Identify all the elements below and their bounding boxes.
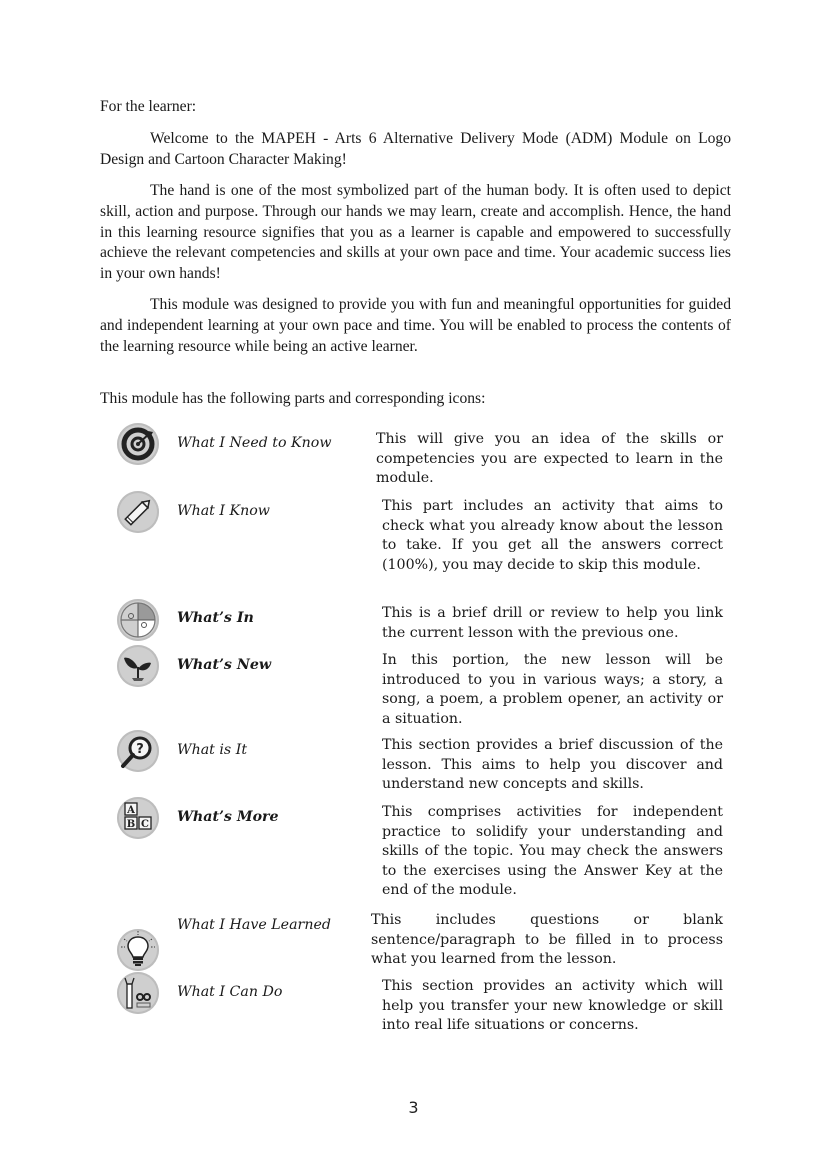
- part-label: What I Need to Know: [177, 435, 332, 451]
- greeting-text: For the learner:: [100, 98, 197, 115]
- part-label: What is It: [177, 742, 248, 758]
- svg-text:C: C: [141, 819, 149, 830]
- parts-intro: [100, 389, 731, 410]
- lightbulb-icon: [117, 929, 159, 971]
- part-description: This section provides a brief discussion of the lesson. This aims to help you discover and understand new concepts and skills.: [382, 737, 723, 793]
- pencil-icon: [117, 491, 159, 533]
- part-description: This section provides an activity which will help you transfer your new knowledge or skill into real life situations or concerns.: [382, 978, 723, 1034]
- hand-paragraph: [100, 181, 731, 285]
- page-number: 3: [408, 1098, 419, 1117]
- magnifier-question-icon: [117, 730, 159, 772]
- puzzle-icon: [117, 599, 159, 641]
- part-label: What’s In: [177, 610, 254, 626]
- paragraph-text: Welcome to the MAPEH - Arts 6 Alternative Delivery Mode (ADM) Module on Logo Design and Cartoon Character Making!: [100, 130, 731, 168]
- part-description: In this portion, the new lesson will be introduced to you in various ways; a story, a song, a poem, a problem opener, an activity or a situation.: [382, 652, 723, 727]
- part-label: What’s More: [177, 809, 279, 825]
- sprout-icon: [117, 645, 159, 687]
- parts-intro-text: This module has the following parts and corresponding icons:: [100, 390, 486, 407]
- part-description: This part includes an activity that aims to check what you already know about the lesson to take. If you get all the answers correct (100%), you may decide to skip this module.: [382, 498, 723, 573]
- part-description: This includes questions or blank sentence/paragraph to be filled in to process what you learned from the lesson.: [371, 912, 723, 968]
- paragraph-text: The hand is one of the most symbolized part of the human body. It is often used to depict skill, action and purpose. Through our hands we may learn, create and accomplish. Hence, the hand in this learning resource signifies that you as a learner is capable and empowered to successfully achieve the relevant competencies and skills at your own pace and time. Your academic success lies in your own hands!: [100, 182, 731, 283]
- target-icon: [117, 423, 159, 465]
- tools-icon: [117, 972, 159, 1014]
- svg-text:?: ?: [136, 742, 144, 757]
- module-design-paragraph: [100, 295, 731, 357]
- greeting: [100, 97, 731, 118]
- paragraph-text: This module was designed to provide you with fun and meaningful opportunities for guided and independent learning at your own pace and time. You will be enabled to process the contents of the learning resource while being an active learner.: [100, 296, 731, 355]
- part-label: What I Know: [177, 503, 270, 519]
- svg-text:B: B: [126, 819, 136, 830]
- svg-text:A: A: [127, 805, 135, 816]
- part-description: This is a brief drill or review to help you link the current lesson with the previous one.: [382, 605, 723, 641]
- part-description: This comprises activities for independent practice to solidify your understanding and skills of the topic. You may check the answers to the exercises using the Answer Key at the end of the module.: [382, 804, 723, 899]
- welcome-paragraph: [100, 129, 731, 171]
- part-label: What I Have Learned: [177, 917, 331, 933]
- part-label: What’s New: [177, 657, 272, 673]
- part-label: What I Can Do: [177, 984, 283, 1000]
- abc-blocks-icon: [117, 797, 159, 839]
- part-description: This will give you an idea of the skills or competencies you are expected to learn in the module.: [376, 431, 723, 487]
